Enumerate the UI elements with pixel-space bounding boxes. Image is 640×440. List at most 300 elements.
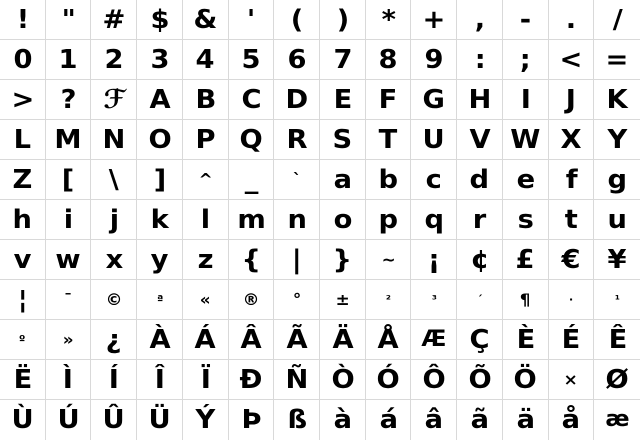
glyph-cell[interactable] bbox=[411, 0, 457, 40]
glyph-character: i bbox=[63, 204, 73, 235]
glyph-cell[interactable] bbox=[366, 320, 412, 360]
glyph-character: u bbox=[607, 204, 627, 235]
glyph-character: æ bbox=[605, 407, 629, 432]
glyph-character: ³ bbox=[431, 293, 437, 306]
glyph-character: q bbox=[424, 204, 444, 235]
glyph-character: ' bbox=[247, 4, 255, 35]
glyph-character: $ bbox=[150, 4, 169, 35]
glyph-cell[interactable] bbox=[457, 120, 503, 160]
glyph-character: B bbox=[195, 84, 216, 115]
glyph-cell[interactable] bbox=[0, 120, 46, 160]
glyph-cell[interactable] bbox=[137, 200, 183, 240]
glyph-character: Å bbox=[377, 324, 399, 355]
glyph-character: È bbox=[516, 324, 535, 355]
glyph-cell[interactable] bbox=[183, 40, 229, 80]
glyph-character: { bbox=[241, 244, 261, 275]
glyph-character: ± bbox=[335, 289, 350, 309]
glyph-cell[interactable] bbox=[137, 120, 183, 160]
glyph-cell[interactable] bbox=[594, 160, 640, 200]
glyph-character: [ bbox=[62, 164, 75, 195]
glyph-cell[interactable] bbox=[229, 320, 275, 360]
glyph-cell[interactable] bbox=[594, 320, 640, 360]
glyph-cell[interactable] bbox=[594, 360, 640, 400]
glyph-character: H bbox=[468, 84, 491, 115]
glyph-cell[interactable] bbox=[320, 120, 366, 160]
glyph-character: h bbox=[12, 204, 32, 235]
glyph-character: O bbox=[148, 124, 171, 155]
glyph-character: Ï bbox=[200, 364, 211, 395]
glyph-cell[interactable] bbox=[457, 400, 503, 440]
glyph-character: Q bbox=[239, 124, 263, 155]
glyph-character: É bbox=[561, 324, 580, 355]
glyph-cell[interactable] bbox=[137, 400, 183, 440]
glyph-cell[interactable] bbox=[229, 0, 275, 40]
glyph-cell[interactable] bbox=[320, 40, 366, 80]
glyph-character: × bbox=[564, 369, 578, 389]
glyph-character: á bbox=[379, 405, 398, 435]
glyph-character: ` bbox=[292, 169, 301, 189]
glyph-cell[interactable] bbox=[137, 360, 183, 400]
glyph-character: 8 bbox=[378, 44, 398, 75]
glyph-cell[interactable] bbox=[503, 360, 549, 400]
glyph-cell[interactable] bbox=[274, 240, 320, 280]
glyph-character: , bbox=[474, 4, 485, 35]
glyph-character: Ý bbox=[195, 405, 215, 435]
glyph-character: C bbox=[241, 84, 261, 115]
glyph-cell[interactable] bbox=[0, 400, 46, 440]
glyph-cell[interactable] bbox=[320, 0, 366, 40]
glyph-cell[interactable] bbox=[91, 0, 137, 40]
glyph-character: v bbox=[13, 244, 31, 275]
glyph-character: T bbox=[379, 124, 398, 155]
glyph-cell[interactable] bbox=[594, 40, 640, 80]
glyph-cell[interactable] bbox=[457, 160, 503, 200]
glyph-cell[interactable] bbox=[91, 240, 137, 280]
glyph-cell[interactable] bbox=[366, 80, 412, 120]
glyph-character: f bbox=[565, 164, 577, 195]
glyph-character: ^ bbox=[198, 169, 212, 189]
glyph-character: w bbox=[55, 244, 81, 275]
glyph-character: - bbox=[519, 4, 531, 35]
glyph-character: V bbox=[469, 124, 490, 155]
glyph-cell[interactable] bbox=[229, 360, 275, 400]
glyph-cell[interactable] bbox=[503, 320, 549, 360]
glyph-cell[interactable] bbox=[183, 160, 229, 200]
glyph-cell[interactable] bbox=[274, 200, 320, 240]
glyph-character: n bbox=[287, 204, 307, 235]
glyph-cell[interactable] bbox=[366, 200, 412, 240]
glyph-character: g bbox=[607, 164, 627, 195]
glyph-cell[interactable] bbox=[46, 120, 92, 160]
glyph-character: ; bbox=[520, 44, 531, 75]
glyph-character: ¡ bbox=[427, 244, 440, 275]
glyph-cell[interactable] bbox=[320, 80, 366, 120]
glyph-character: Û bbox=[102, 405, 125, 435]
glyph-character: c bbox=[425, 164, 442, 195]
glyph-cell[interactable] bbox=[274, 280, 320, 320]
glyph-character: À bbox=[149, 324, 170, 355]
glyph-cell[interactable] bbox=[503, 80, 549, 120]
glyph-cell[interactable] bbox=[411, 360, 457, 400]
glyph-character: a bbox=[333, 164, 352, 195]
glyph-cell[interactable] bbox=[594, 120, 640, 160]
glyph-cell[interactable] bbox=[503, 0, 549, 40]
glyph-cell[interactable] bbox=[549, 120, 595, 160]
glyph-cell[interactable] bbox=[46, 400, 92, 440]
glyph-character: Ú bbox=[57, 405, 79, 435]
glyph-character: x bbox=[105, 244, 123, 275]
glyph-cell[interactable] bbox=[274, 40, 320, 80]
glyph-cell[interactable] bbox=[503, 400, 549, 440]
glyph-cell[interactable] bbox=[46, 240, 92, 280]
glyph-character: < bbox=[559, 44, 583, 75]
glyph-character: j bbox=[109, 204, 119, 235]
glyph-character: ¢ bbox=[470, 244, 489, 275]
glyph-character: © bbox=[105, 289, 122, 309]
glyph-character: " bbox=[61, 4, 75, 35]
glyph-character: : bbox=[474, 44, 485, 75]
glyph-character: ° bbox=[292, 289, 301, 309]
glyph-cell[interactable] bbox=[457, 240, 503, 280]
glyph-character: t bbox=[564, 204, 578, 235]
glyph-character: 9 bbox=[424, 44, 444, 75]
glyph-cell[interactable] bbox=[229, 240, 275, 280]
glyph-character: z bbox=[197, 244, 213, 275]
glyph-character: K bbox=[606, 84, 628, 115]
glyph-cell[interactable] bbox=[183, 0, 229, 40]
glyph-cell[interactable] bbox=[503, 40, 549, 80]
glyph-character: D bbox=[285, 84, 308, 115]
glyph-cell[interactable] bbox=[137, 80, 183, 120]
glyph-cell[interactable] bbox=[274, 120, 320, 160]
glyph-cell[interactable] bbox=[137, 240, 183, 280]
glyph-character: ( bbox=[290, 4, 303, 35]
glyph-character: o bbox=[333, 204, 352, 235]
glyph-cell[interactable] bbox=[229, 120, 275, 160]
glyph-cell[interactable] bbox=[549, 80, 595, 120]
glyph-cell[interactable] bbox=[229, 280, 275, 320]
glyph-cell[interactable] bbox=[0, 360, 46, 400]
glyph-character: 2 bbox=[104, 44, 124, 75]
glyph-character: k bbox=[150, 204, 169, 235]
glyph-cell[interactable] bbox=[549, 160, 595, 200]
glyph-cell[interactable] bbox=[549, 40, 595, 80]
glyph-cell[interactable] bbox=[0, 320, 46, 360]
glyph-character: Ó bbox=[376, 364, 400, 395]
glyph-cell[interactable] bbox=[274, 320, 320, 360]
glyph-cell[interactable] bbox=[320, 240, 366, 280]
glyph-character: Ä bbox=[332, 324, 353, 355]
glyph-character: Ü bbox=[148, 405, 171, 435]
glyph-character: + bbox=[422, 4, 445, 35]
glyph-character: P bbox=[195, 124, 215, 155]
glyph-character: s bbox=[517, 204, 534, 235]
glyph-cell[interactable] bbox=[274, 400, 320, 440]
glyph-cell[interactable] bbox=[503, 200, 549, 240]
glyph-cell[interactable] bbox=[0, 80, 46, 120]
glyph-character: N bbox=[102, 124, 125, 155]
glyph-character: ´ bbox=[476, 293, 483, 306]
glyph-character: Á bbox=[194, 324, 216, 355]
glyph-cell[interactable] bbox=[366, 400, 412, 440]
glyph-cell[interactable] bbox=[46, 40, 92, 80]
glyph-cell[interactable] bbox=[183, 280, 229, 320]
glyph-character: * bbox=[381, 4, 395, 35]
glyph-cell[interactable] bbox=[457, 40, 503, 80]
glyph-character: ¶ bbox=[520, 289, 531, 309]
glyph-cell[interactable] bbox=[229, 80, 275, 120]
glyph-cell[interactable] bbox=[594, 240, 640, 280]
glyph-cell[interactable] bbox=[503, 160, 549, 200]
glyph-cell[interactable] bbox=[549, 360, 595, 400]
glyph-character: ℱ bbox=[103, 84, 125, 115]
glyph-cell[interactable] bbox=[457, 200, 503, 240]
glyph-cell[interactable] bbox=[274, 0, 320, 40]
glyph-cell[interactable] bbox=[411, 400, 457, 440]
glyph-cell[interactable] bbox=[274, 80, 320, 120]
glyph-character: b bbox=[378, 164, 398, 195]
glyph-character: Ð bbox=[239, 364, 263, 395]
glyph-character: & bbox=[193, 4, 217, 35]
glyph-character: ¯ bbox=[64, 289, 72, 309]
glyph-cell[interactable] bbox=[320, 160, 366, 200]
glyph-character: A bbox=[149, 84, 170, 115]
glyph-character: y bbox=[150, 244, 169, 275]
glyph-cell[interactable] bbox=[46, 320, 92, 360]
glyph-cell[interactable] bbox=[594, 80, 640, 120]
glyph-character: ¿ bbox=[106, 324, 122, 355]
glyph-cell[interactable] bbox=[320, 280, 366, 320]
glyph-cell[interactable] bbox=[91, 40, 137, 80]
glyph-cell[interactable] bbox=[91, 200, 137, 240]
glyph-character: R bbox=[286, 124, 307, 155]
glyph-character: ] bbox=[153, 164, 166, 195]
glyph-character: Ù bbox=[11, 405, 34, 435]
glyph-character: â bbox=[424, 405, 443, 435]
glyph-cell[interactable] bbox=[183, 400, 229, 440]
glyph-cell[interactable] bbox=[594, 400, 640, 440]
glyph-cell[interactable] bbox=[137, 40, 183, 80]
glyph-character: _ bbox=[244, 164, 258, 195]
glyph-cell[interactable] bbox=[411, 240, 457, 280]
glyph-character: # bbox=[102, 4, 125, 35]
glyph-cell[interactable] bbox=[411, 80, 457, 120]
glyph-character: S bbox=[332, 124, 352, 155]
glyph-cell[interactable] bbox=[0, 200, 46, 240]
glyph-character: » bbox=[62, 329, 74, 349]
glyph-cell[interactable] bbox=[366, 120, 412, 160]
glyph-cell[interactable] bbox=[274, 360, 320, 400]
glyph-cell[interactable] bbox=[229, 40, 275, 80]
glyph-character: å bbox=[561, 405, 580, 435]
glyph-cell[interactable] bbox=[503, 240, 549, 280]
glyph-cell[interactable] bbox=[91, 280, 137, 320]
glyph-cell[interactable] bbox=[594, 280, 640, 320]
glyph-cell[interactable] bbox=[457, 80, 503, 120]
glyph-cell[interactable] bbox=[503, 120, 549, 160]
glyph-cell[interactable] bbox=[183, 240, 229, 280]
glyph-cell[interactable] bbox=[366, 40, 412, 80]
glyph-cell[interactable] bbox=[91, 320, 137, 360]
glyph-character: Ã bbox=[286, 324, 307, 355]
glyph-character: ß bbox=[287, 405, 307, 435]
glyph-character: ª bbox=[156, 293, 163, 306]
glyph-character: ! bbox=[16, 4, 29, 35]
glyph-character: Ç bbox=[469, 324, 490, 355]
glyph-cell[interactable] bbox=[137, 280, 183, 320]
glyph-cell[interactable] bbox=[46, 280, 92, 320]
glyph-cell[interactable] bbox=[0, 160, 46, 200]
glyph-character: ~ bbox=[381, 249, 395, 269]
glyph-cell[interactable] bbox=[411, 200, 457, 240]
glyph-character: > bbox=[11, 84, 34, 115]
glyph-character: 4 bbox=[195, 44, 215, 75]
glyph-cell[interactable] bbox=[366, 280, 412, 320]
glyph-cell[interactable] bbox=[137, 0, 183, 40]
glyph-character: I bbox=[520, 84, 531, 115]
glyph-cell[interactable] bbox=[549, 400, 595, 440]
glyph-character: \ bbox=[109, 164, 119, 195]
glyph-character: Z bbox=[12, 164, 32, 195]
glyph-cell[interactable] bbox=[366, 0, 412, 40]
glyph-character: Æ bbox=[421, 326, 447, 352]
glyph-character: e bbox=[516, 164, 535, 195]
glyph-cell[interactable] bbox=[91, 360, 137, 400]
glyph-cell[interactable] bbox=[549, 200, 595, 240]
glyph-character: ² bbox=[385, 293, 391, 306]
glyph-character: = bbox=[605, 44, 629, 75]
glyph-character: p bbox=[378, 204, 398, 235]
glyph-cell[interactable] bbox=[274, 160, 320, 200]
glyph-character: W bbox=[510, 124, 541, 155]
glyph-character: Ò bbox=[331, 364, 354, 395]
glyph-character: Â bbox=[240, 324, 262, 355]
glyph-character: « bbox=[200, 289, 211, 309]
glyph-cell[interactable] bbox=[411, 160, 457, 200]
glyph-cell[interactable] bbox=[366, 240, 412, 280]
glyph-cell[interactable] bbox=[183, 200, 229, 240]
glyph-cell[interactable] bbox=[0, 280, 46, 320]
glyph-cell[interactable] bbox=[457, 0, 503, 40]
glyph-character: Ë bbox=[13, 364, 32, 395]
glyph-cell[interactable] bbox=[457, 320, 503, 360]
glyph-cell[interactable] bbox=[0, 240, 46, 280]
glyph-cell[interactable] bbox=[183, 320, 229, 360]
glyph-character: ¹ bbox=[614, 293, 620, 306]
glyph-character: Ê bbox=[608, 324, 627, 355]
glyph-cell[interactable] bbox=[91, 400, 137, 440]
glyph-cell[interactable] bbox=[549, 280, 595, 320]
glyph-cell[interactable] bbox=[503, 280, 549, 320]
glyph-cell[interactable] bbox=[229, 400, 275, 440]
glyph-cell[interactable] bbox=[594, 200, 640, 240]
glyph-character: à bbox=[333, 405, 352, 435]
glyph-cell[interactable] bbox=[46, 360, 92, 400]
glyph-cell[interactable] bbox=[549, 320, 595, 360]
glyph-cell[interactable] bbox=[0, 0, 46, 40]
glyph-character: € bbox=[561, 244, 581, 275]
glyph-character: G bbox=[422, 84, 445, 115]
glyph-cell[interactable] bbox=[594, 0, 640, 40]
glyph-cell[interactable] bbox=[549, 240, 595, 280]
glyph-character: d bbox=[469, 164, 489, 195]
glyph-character: J bbox=[566, 84, 576, 115]
glyph-character: Þ bbox=[241, 405, 261, 435]
glyph-cell[interactable] bbox=[411, 40, 457, 80]
glyph-character: Î bbox=[154, 364, 165, 395]
glyph-cell[interactable] bbox=[137, 320, 183, 360]
glyph-character: ¥ bbox=[607, 244, 627, 275]
glyph-character: Ñ bbox=[285, 364, 308, 395]
glyph-cell[interactable] bbox=[457, 360, 503, 400]
glyph-character: r bbox=[473, 204, 486, 235]
glyph-cell[interactable] bbox=[366, 160, 412, 200]
glyph-character: Ø bbox=[605, 364, 629, 395]
glyph-cell[interactable] bbox=[320, 320, 366, 360]
glyph-cell[interactable] bbox=[0, 40, 46, 80]
glyph-character: . bbox=[565, 4, 576, 35]
glyph-character: £ bbox=[515, 244, 535, 275]
glyph-cell[interactable] bbox=[183, 120, 229, 160]
glyph-character: / bbox=[612, 4, 622, 35]
glyph-character: º bbox=[19, 333, 26, 346]
glyph-cell[interactable] bbox=[183, 80, 229, 120]
glyph-cell[interactable] bbox=[320, 400, 366, 440]
glyph-cell[interactable] bbox=[320, 360, 366, 400]
glyph-character: ? bbox=[60, 84, 76, 115]
glyph-character: E bbox=[333, 84, 352, 115]
glyph-cell[interactable] bbox=[183, 360, 229, 400]
glyph-cell[interactable] bbox=[46, 80, 92, 120]
glyph-cell[interactable] bbox=[46, 200, 92, 240]
glyph-cell[interactable] bbox=[229, 160, 275, 200]
glyph-cell[interactable] bbox=[91, 120, 137, 160]
glyph-character: 0 bbox=[13, 44, 32, 75]
glyph-character: 7 bbox=[333, 44, 352, 75]
glyph-character: m bbox=[236, 204, 265, 235]
glyph-character: ) bbox=[336, 4, 349, 35]
glyph-character: l bbox=[200, 204, 210, 235]
glyph-cell[interactable] bbox=[91, 80, 137, 120]
glyph-character: ¦ bbox=[17, 284, 28, 315]
glyph-cell[interactable] bbox=[549, 0, 595, 40]
glyph-cell[interactable] bbox=[320, 200, 366, 240]
glyph-character: U bbox=[422, 124, 445, 155]
glyph-cell[interactable] bbox=[137, 160, 183, 200]
glyph-cell[interactable] bbox=[46, 0, 92, 40]
glyph-character: ã bbox=[470, 405, 489, 435]
glyph-character: ® bbox=[242, 289, 260, 309]
glyph-character: 1 bbox=[58, 44, 78, 75]
glyph-cell[interactable] bbox=[411, 320, 457, 360]
glyph-cell[interactable] bbox=[46, 160, 92, 200]
glyph-character: L bbox=[13, 124, 31, 155]
glyph-character: X bbox=[560, 124, 582, 155]
glyph-cell[interactable] bbox=[411, 120, 457, 160]
glyph-character: Ô bbox=[422, 364, 446, 395]
glyph-character: Í bbox=[108, 364, 119, 395]
glyph-character: 5 bbox=[241, 44, 261, 75]
glyph-cell[interactable] bbox=[457, 280, 503, 320]
glyph-cell[interactable] bbox=[411, 280, 457, 320]
glyph-character: · bbox=[568, 293, 573, 306]
glyph-character: M bbox=[54, 124, 82, 155]
glyph-cell[interactable] bbox=[229, 200, 275, 240]
glyph-character: F bbox=[378, 84, 398, 115]
glyph-cell[interactable] bbox=[366, 360, 412, 400]
glyph-character: } bbox=[332, 244, 352, 275]
glyph-cell[interactable] bbox=[91, 160, 137, 200]
